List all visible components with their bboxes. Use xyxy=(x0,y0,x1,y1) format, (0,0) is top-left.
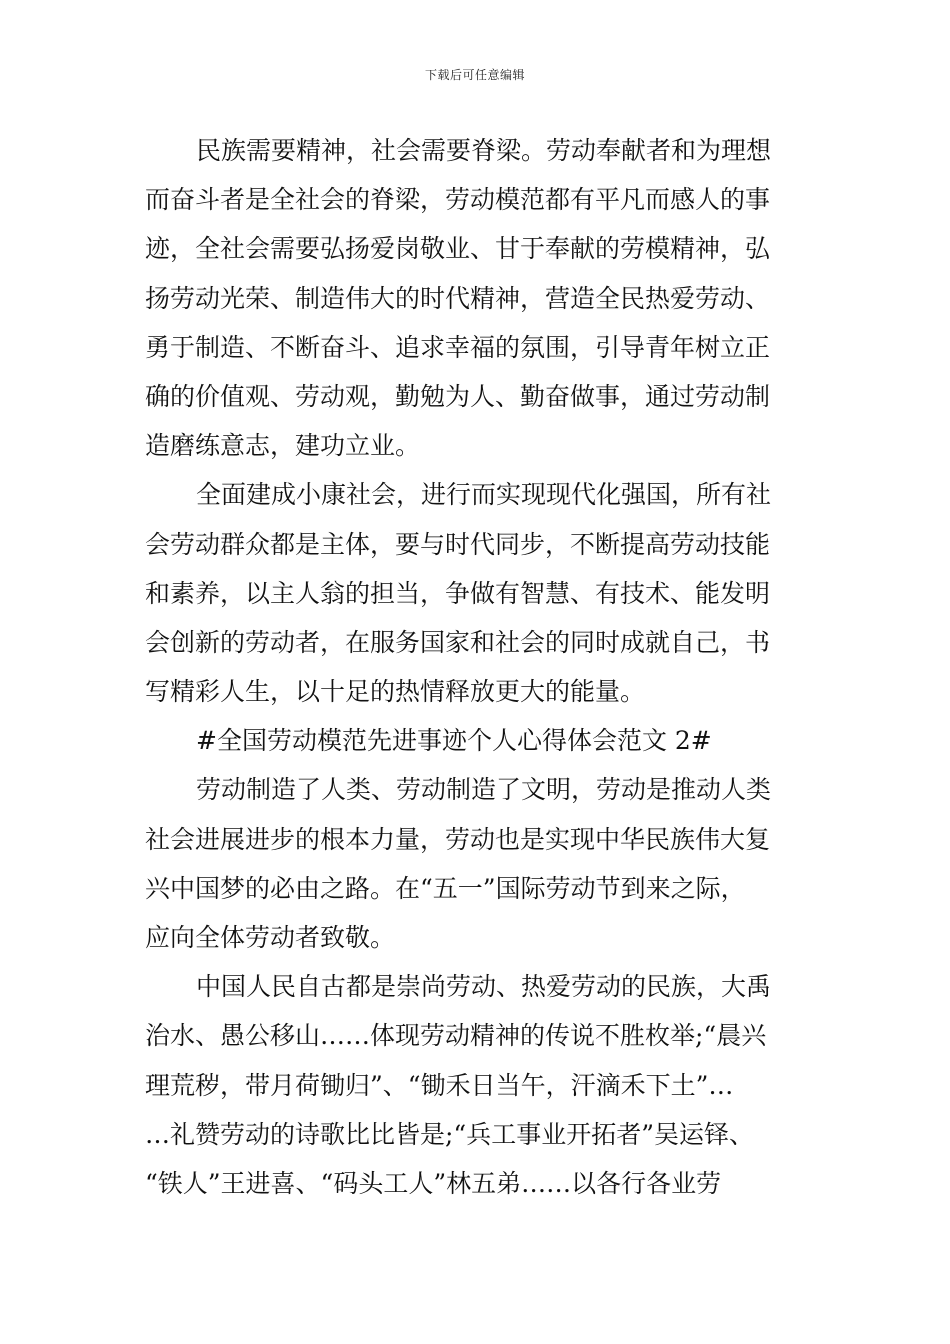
page-header: 下载后可任意编辑 xyxy=(424,68,525,82)
text-line: 造磨练意志，建功立业。 xyxy=(145,431,421,461)
document-body xyxy=(145,126,809,1208)
text-line: 迹，全社会需要弘扬爱岗敬业、甘于奉献的劳模精神，弘 xyxy=(145,234,771,264)
text-line: 民族需要精神，社会需要脊梁。劳动奉献者和为理想 xyxy=(196,136,772,165)
paragraph-1 xyxy=(145,126,809,470)
text-line: 扬劳动光荣、制造伟大的时代精神，营造全民热爱劳动、 xyxy=(145,283,771,313)
text-line: 应向全体劳动者致敬。 xyxy=(145,923,396,952)
text-line: “铁人”王进喜、“码头工人”林五弟……以各行各业劳 xyxy=(145,1168,722,1198)
paragraph-3 xyxy=(145,765,809,962)
text-line: …礼赞劳动的诗歌比比皆是;“兵工事业开拓者”吴运铎、 xyxy=(145,1119,754,1149)
heading-line: #全国劳动模范先进事迹个人心得体会范文 2# xyxy=(196,726,712,756)
text-line: 勇于制造、不断奋斗、追求幸福的氛围，引导青年树立正 xyxy=(145,332,771,362)
paragraph-2 xyxy=(145,470,809,716)
section-heading xyxy=(145,716,809,765)
text-line: 社会进展进步的根本力量，劳动也是实现中华民族伟大复 xyxy=(145,824,771,854)
text-line: 会劳动群众都是主体，要与时代同步，不断提高劳动技能 xyxy=(145,529,771,559)
text-line: 全面建成小康社会，进行而实现现代化强国，所有社 xyxy=(196,480,772,510)
text-line: 确的价值观、劳动观，勤勉为人、勤奋做事，通过劳动制 xyxy=(145,381,771,411)
text-line: 劳动制造了人类、劳动制造了文明，劳动是推动人类 xyxy=(196,775,772,805)
text-line: 和素养，以主人翁的担当，争做有智慧、有技术、能发明 xyxy=(145,578,771,608)
text-line: 中国人民自古都是崇尚劳动、热爱劳动的民族，大禹 xyxy=(196,972,772,1002)
text-line: 写精彩人生，以十足的热情释放更大的能量。 xyxy=(145,677,646,707)
text-line: 治水、愚公移山……体现劳动精神的传说不胜枚举;“晨兴 xyxy=(145,1021,767,1051)
text-line: 理荒秽，带月荷锄归”、“锄禾日当午，汗滴禾下土”… xyxy=(145,1070,734,1100)
text-line: 兴中国梦的必由之路。在“五一”国际劳动节到来之际， xyxy=(145,873,746,903)
text-line: 而奋斗者是全社会的脊梁，劳动模范都有平凡而感人的事 xyxy=(145,185,771,215)
text-line: 会创新的劳动者，在服务国家和社会的同时成就自己，书 xyxy=(145,627,771,657)
paragraph-4 xyxy=(145,962,809,1208)
